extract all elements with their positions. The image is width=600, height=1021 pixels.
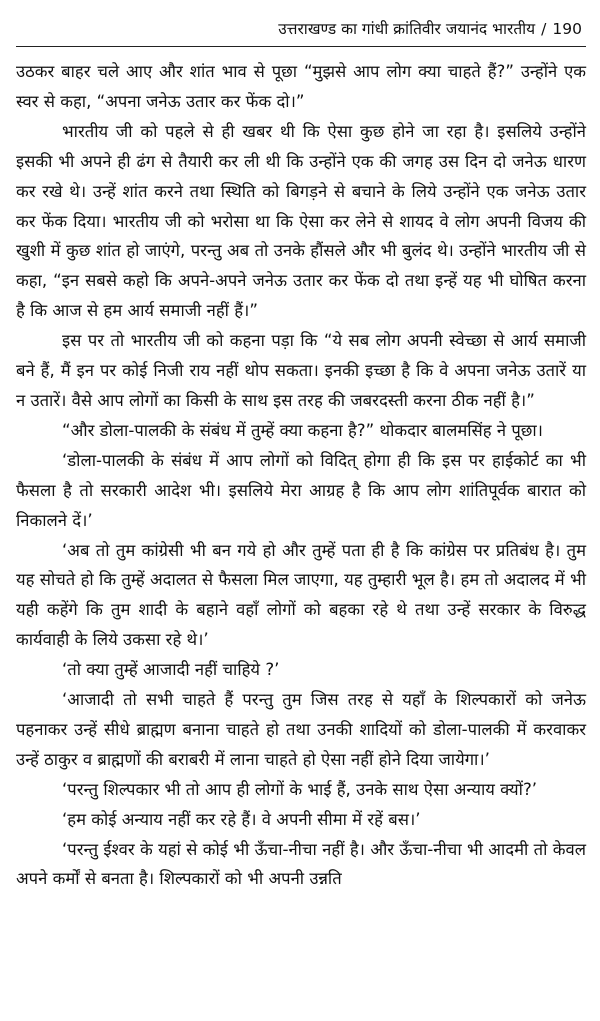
paragraph: “और डोला-पालकी के संबंध में तुम्हें क्या कहना है?” थोकदार बालमसिंह ने पूछा। bbox=[62, 420, 543, 440]
paragraph: उठकर बाहर चले आए और शांत भाव से पूछा “मुझसे आप लोग क्या चाहते हैं?” उन्होंने एक स्वर से कहा, “अपना जनेऊ उतार कर फेंक दो।” bbox=[16, 62, 586, 111]
paragraph: ‘तो क्या तुम्हें आजादी नहीं चाहिये ?’ bbox=[62, 660, 280, 680]
header-separator: / bbox=[541, 20, 547, 38]
paragraph: इस पर तो भारतीय जी को कहना पड़ा कि “ये सब लोग अपनी स्वेच्छा से आर्य समाजी बने हैं, मैं इन पर कोई निजी राय नहीं थोप सकता। इनकी इच्छा है कि वे अपना जनेऊ उतारें या न उतारें। वैसे आप लोगों का किसी के साथ इस तरह की जबरदस्ती करना ठीक नहीं है।” bbox=[16, 331, 586, 410]
paragraph: भारतीय जी को पहले से ही खबर थी कि ऐसा कुछ होने जा रहा है। इसलिये उन्होंने इसकी भी अपने ही ढंग से तैयारी कर ली थी कि उन्होंने एक की जगह उस दिन दो जनेऊ धारण कर रखे थे। उन्हें शांत करने तथा स्थिति को बिगड़ने से बचाने के लिये उन्होंने एक जनेऊ उतार कर फेंक दिया। भारतीय जी को भरोसा था कि ऐसा कर लेने से शायद वे लोग अपनी विजय की खुशी में कुछ शांत हो जाएंगे, परन्तु अब तो उनके हौंसले और भी बुलंद थे। उन्होंने भारतीय जी से कहा, “इन सबसे कहो कि अपने-अपने जनेऊ उतार कर फेंक दो तथा इन्हें यह भी घोषित करना है कि आज से हम आर्य समाजी नहीं हैं।” bbox=[16, 121, 586, 321]
paragraph: ‘डोला-पालकी के संबंध में आप लोगों को विदित् होगा ही कि इस पर हाईकोर्ट का भी फैसला है तो सरकारी आदेश भी। इसलिये मेरा आग्रह है कि आप लोग शांतिपूर्वक बारात को निकालने दें।’ bbox=[16, 450, 586, 530]
running-header bbox=[16, 18, 586, 47]
header-title: उत्तराखण्ड का गांधी क्रांतिवीर जयानंद भारतीय bbox=[278, 20, 536, 38]
paragraph: ‘आजादी तो सभी चाहते हैं परन्तु तुम जिस तरह से यहाँ के शिल्पकारों को जनेऊ पहनाकर उन्हें सीधे ब्राह्मण बनाना चाहते हो तथा उनकी शादियों को डोला-पालकी में करवाकर उन्हें ठाकुर व ब्राह्मणों की बराबरी में लाना चाहते हो ऐसा नहीं होने दिया जायेगा।’ bbox=[16, 690, 586, 769]
paragraph: ‘अब तो तुम कांग्रेसी भी बन गये हो और तुम्हें पता ही है कि कांग्रेस पर प्रतिबंध है। तुम यह सोचते हो कि तुम्हें अदालत से फैसला मिल जाएगा, यह तुम्हारी भूल है। हम तो अदालद में भी यही कहेंगे कि तुम शादी के बहाने वहाँ लोगों को बहका रहे थे तथा उन्हें सरकार के विरुद्ध कार्यवाही के लिये उकसा रहे थे।’ bbox=[16, 540, 586, 650]
body-text bbox=[16, 57, 586, 894]
paragraph: ‘परन्तु ईश्वर के यहां से कोई भी ऊँचा-नीचा नहीं है। और ऊँचा-नीचा भी आदमी तो केवल अपने कर्मों से बनता है। शिल्पकारों को भी अपनी उन्नति bbox=[16, 839, 586, 889]
paragraph: ‘हम कोई अन्याय नहीं कर रहे हैं। वे अपनी सीमा में रहें बस।’ bbox=[62, 809, 421, 829]
paragraph: ‘परन्तु शिल्पकार भी तो आप ही लोगों के भाई हैं, उनके साथ ऐसा अन्याय क्यों?’ bbox=[62, 779, 538, 799]
page-number: 190 bbox=[552, 20, 582, 38]
